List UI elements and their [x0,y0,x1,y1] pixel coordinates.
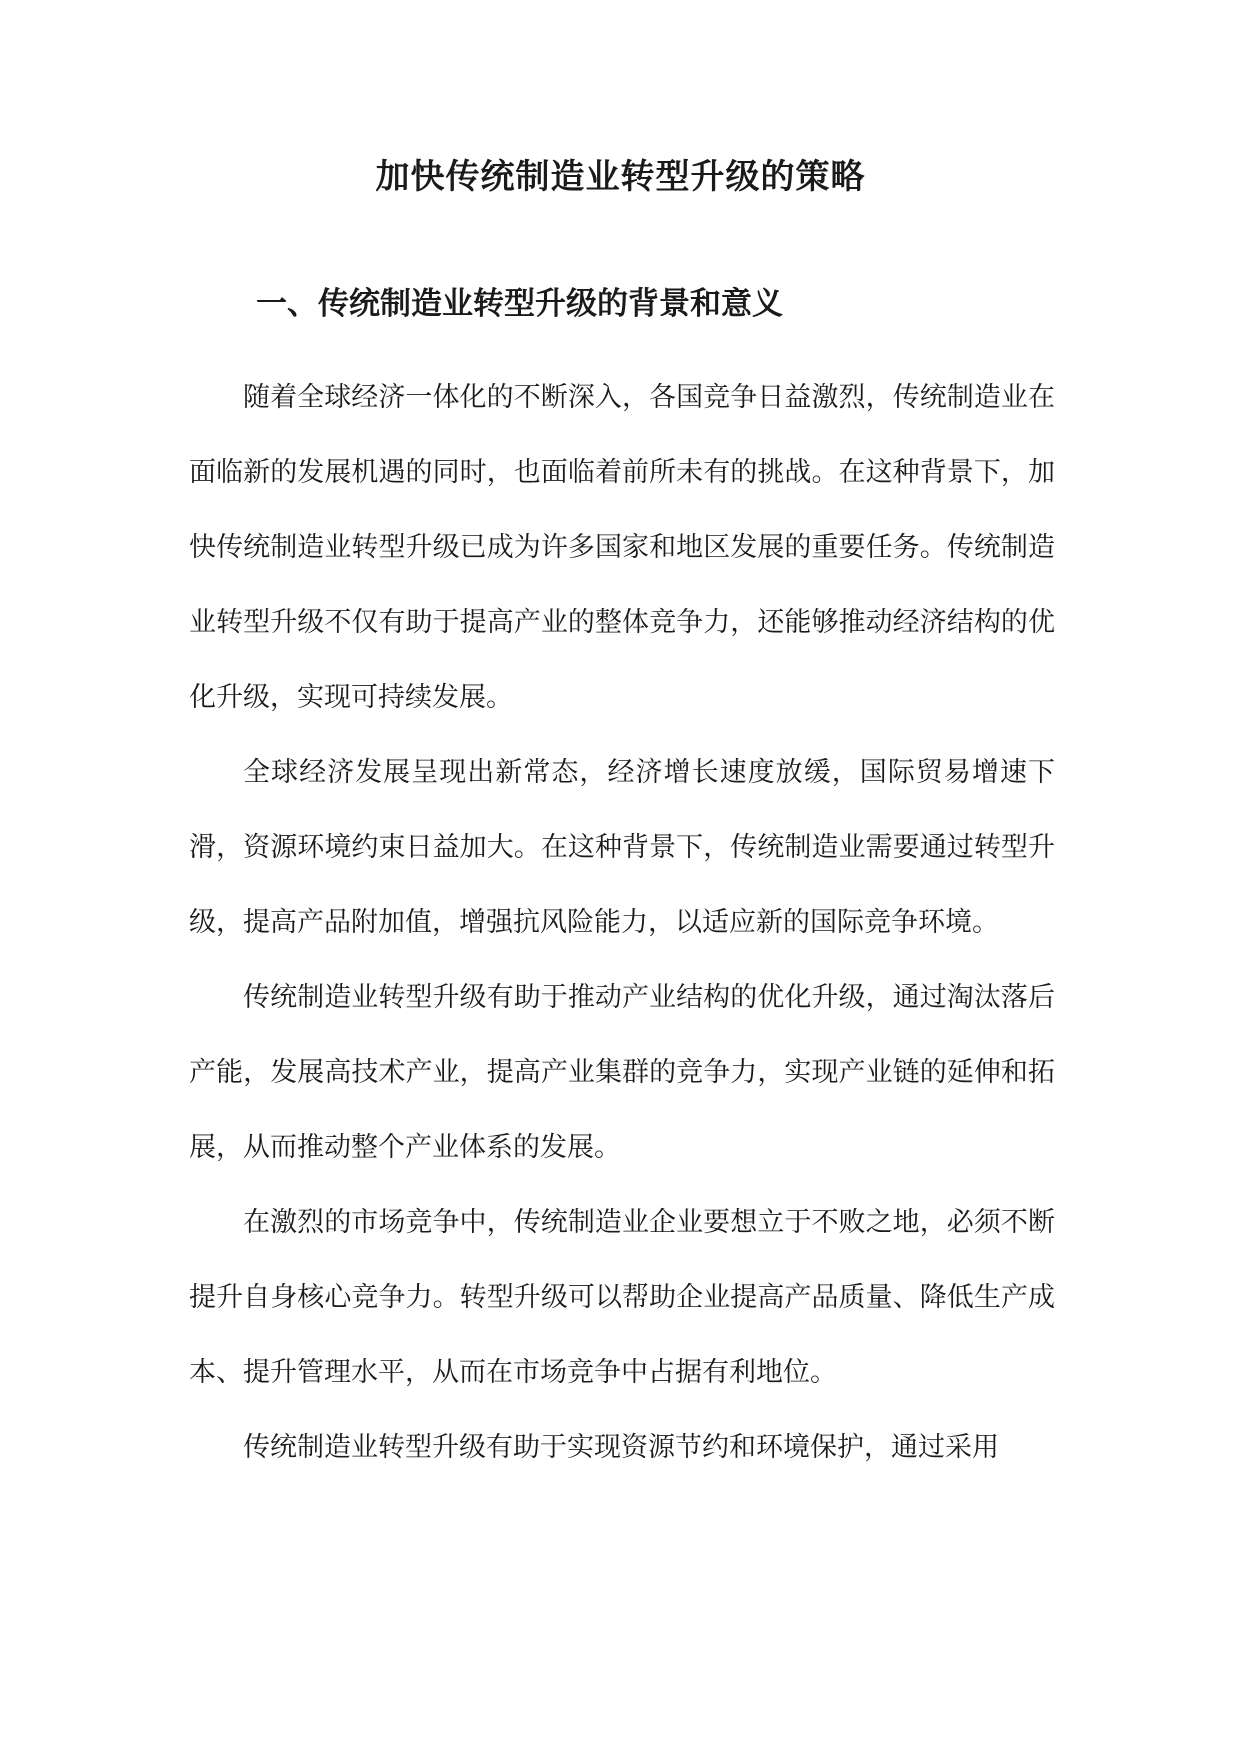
paragraph-2: 全球经济发展呈现出新常态，经济增长速度放缓，国际贸易增速下滑，资源环境约束日益加大。在这种背景下，传统制造业需要通过转型升级，提高产品附加值，增强抗风险能力，以适应新的国际竞争环境。 [189,757,1055,938]
section-heading: 一、传统制造业转型升级的背景和意义 [256,286,783,322]
body-text [189,360,1055,1485]
document-title: 加快传统制造业转型升级的策略 [375,157,866,197]
paragraph-1: 随着全球经济一体化的不断深入，各国竞争日益激烈，传统制造业在面临新的发展机遇的同时，也面临着前所未有的挑战。在这种背景下，加快传统制造业转型升级已成为许多国家和地区发展的重要任务。传统制造业转型升级不仅有助于提高产业的整体竞争力，还能够推动经济结构的优化升级，实现可持续发展。 [189,382,1055,713]
paragraph-5: 传统制造业转型升级有助于实现资源节约和环境保护，通过采用 [243,1432,999,1463]
paragraph-4: 在激烈的市场竞争中，传统制造业企业要想立于不败之地，必须不断提升自身核心竞争力。转型升级可以帮助企业提高产品质量、降低生产成本、提升管理水平，从而在市场竞争中占据有利地位。 [189,1207,1055,1388]
paragraph-3: 传统制造业转型升级有助于推动产业结构的优化升级，通过淘汰落后产能，发展高技术产业，提高产业集群的竞争力，实现产业链的延伸和拓展，从而推动整个产业体系的发展。 [189,982,1055,1163]
